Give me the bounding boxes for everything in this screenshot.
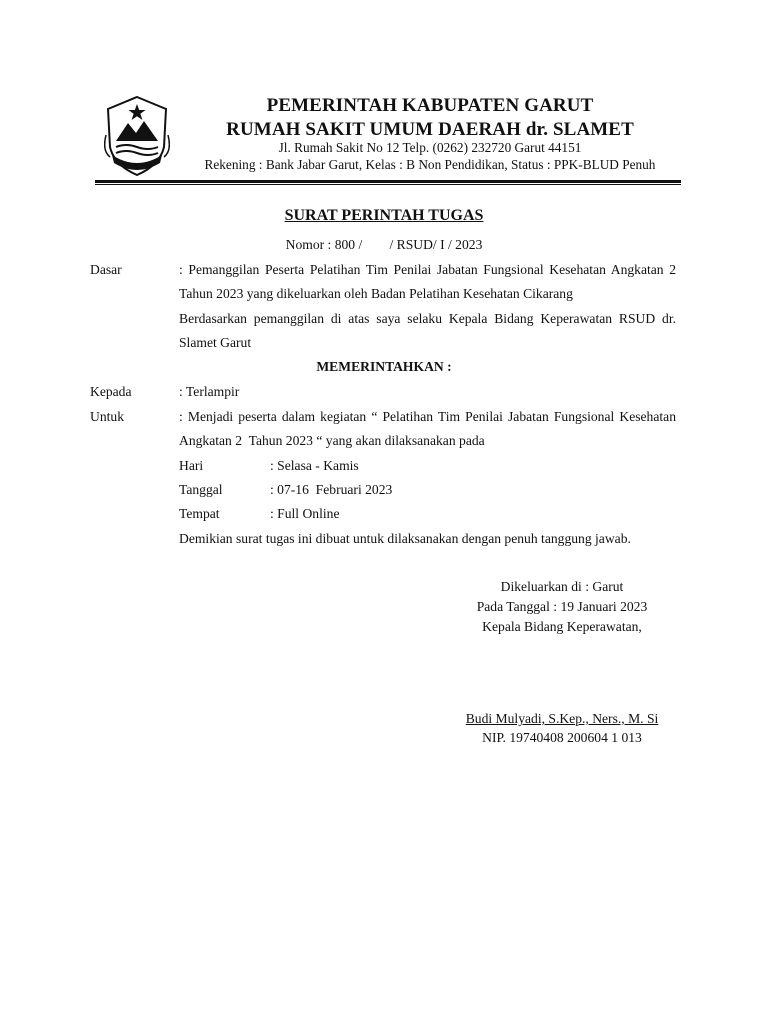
untuk-line-1: : Menjadi peserta dalam kegiatan “ Pelatihan Tim Penilai Jabatan Fungsional Kesehatan: [179, 409, 676, 424]
letterhead-government-name: PEMERINTAH KABUPATEN GARUT: [266, 95, 594, 116]
kepada-value: : Terlampir: [179, 384, 240, 399]
issued-at: Dikeluarkan di : Garut: [500, 579, 624, 594]
letter-number: Nomor : 800 / / RSUD/ I / 2023: [285, 237, 483, 252]
letterhead-hospital-name: RUMAH SAKIT UMUM DAERAH dr. SLAMET: [226, 119, 634, 140]
dasar-line-2: Tahun 2023 yang dikeluarkan oleh Badan Pelatihan Kesehatan Cikarang: [179, 286, 573, 301]
untuk-label: Untuk: [90, 409, 124, 424]
letterhead-rule-thin: [95, 184, 681, 185]
closing-statement: Demikian surat tugas ini dibuat untuk dilaksanakan dengan penuh tanggung jawab.: [179, 531, 631, 546]
garut-regency-logo: [104, 95, 170, 177]
dasar-label: Dasar: [90, 262, 122, 277]
tempat-value: : Full Online: [270, 506, 340, 521]
letterhead-account-info: Rekening : Bank Jabar Garut, Kelas : B Non Pendidikan, Status : PPK-BLUD Penuh: [204, 157, 656, 172]
tempat-label: Tempat: [179, 506, 220, 521]
letter-title: SURAT PERINTAH TUGAS: [284, 207, 484, 224]
signer-position: Kepala Bidang Keperawatan,: [482, 619, 642, 634]
dasar-line-3: Berdasarkan pemanggilan di atas saya selaku Kepala Bidang Keperawatan RSUD dr.: [179, 311, 676, 326]
tanggal-label: Tanggal: [179, 482, 223, 497]
issued-date: Pada Tanggal : 19 Januari 2023: [476, 599, 648, 614]
command-heading: MEMERINTAHKAN :: [316, 359, 452, 374]
letterhead-rule-thick: [95, 180, 681, 183]
hari-label: Hari: [179, 458, 204, 473]
tanggal-value: : 07-16 Februari 2023: [270, 482, 393, 497]
dasar-line-1: : Pemanggilan Peserta Pelatihan Tim Penilai Jabatan Fungsional Kesehatan Angkatan 2: [179, 262, 676, 277]
hari-value: : Selasa - Kamis: [270, 458, 359, 473]
untuk-line-2: Angkatan 2 Tahun 2023 “ yang akan dilaksanakan pada: [179, 433, 485, 448]
kepada-label: Kepada: [90, 384, 132, 399]
signer-name: Budi Mulyadi, S.Kep., Ners., M. Si: [465, 711, 659, 726]
signer-nip: NIP. 19740408 200604 1 013: [482, 730, 642, 745]
letterhead-address: Jl. Rumah Sakit No 12 Telp. (0262) 232720 Garut 44151: [278, 140, 582, 155]
dasar-line-4: Slamet Garut: [179, 335, 252, 350]
